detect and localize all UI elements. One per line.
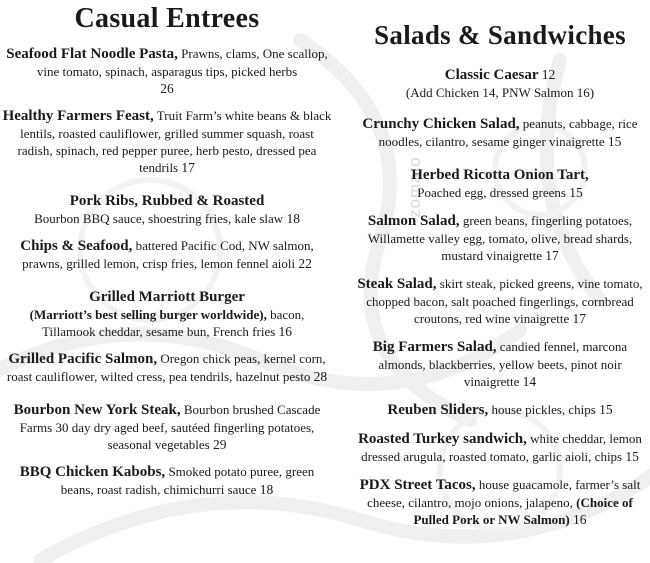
item-name: Grilled Marriott Burger bbox=[89, 289, 245, 305]
item-name: PDX Street Tacos, bbox=[359, 477, 476, 493]
menu-item bbox=[2, 401, 332, 453]
item-name: Steak Salad, bbox=[357, 276, 437, 292]
menu-item bbox=[352, 476, 648, 528]
item-description: (Add Chicken 14, PNW Salmon 16) bbox=[405, 85, 595, 100]
menu-item bbox=[2, 192, 332, 227]
item-price: 12 bbox=[541, 67, 556, 82]
item-description: battered Pacific Cod, NW salmon, prawns, grilled lemon, crisp fries, lemon fennel aioli bbox=[22, 238, 314, 271]
item-name: Crunchy Chicken Salad, bbox=[362, 116, 520, 132]
item-description: peanuts, cabbage, rice noodles, cilantro, sesame ginger vinaigrette bbox=[378, 116, 638, 149]
item-description: white cheddar, lemon dressed arugula, roasted tomato, garlic aioli, chips bbox=[361, 431, 642, 464]
item-description: green beans, fingerling potatoes, Willamette valley egg, tomato, olive, bread shards, mustard vinaigrette bbox=[367, 213, 633, 263]
item-price: 17 bbox=[181, 160, 195, 175]
menu-item bbox=[352, 338, 648, 390]
item-price: 15 bbox=[599, 402, 613, 417]
section-title: Casual Entrees bbox=[74, 3, 260, 34]
item-description: Bourbon BBQ sauce, shoestring fries, kale slaw bbox=[34, 211, 284, 226]
menu-item bbox=[352, 166, 648, 201]
item-name: Grilled Pacific Salmon, bbox=[8, 351, 158, 367]
menu-item bbox=[2, 350, 332, 385]
item-description: Poached egg, dressed greens bbox=[417, 185, 566, 200]
item-price: 26 bbox=[160, 81, 174, 96]
item-price: 15 bbox=[607, 134, 622, 149]
item-price: 17 bbox=[545, 248, 559, 263]
menu-item bbox=[352, 212, 648, 264]
item-description: house guacamole, farmer’s salt cheese, cilantro, mojo onions, jalapeno, bbox=[367, 477, 641, 510]
menu-item bbox=[352, 115, 648, 150]
menu-item bbox=[2, 237, 332, 272]
menu-item bbox=[2, 463, 332, 498]
menu-item bbox=[2, 45, 332, 97]
menu-item bbox=[2, 288, 332, 340]
menu-item bbox=[352, 66, 648, 101]
item-name: Herbed Ricotta Onion Tart, bbox=[411, 167, 589, 183]
menu-item bbox=[352, 275, 648, 327]
item-description: Oregon chick peas, kernel corn, roast cauliflower, wilted cress, pea tendrils, hazelnut pesto bbox=[6, 351, 326, 384]
item-note: (Marriott’s best selling burger worldwide), bbox=[29, 307, 267, 322]
item-price: 18 bbox=[286, 211, 300, 226]
menu-item bbox=[352, 430, 648, 465]
item-description: Smoked potato puree, green beans, roast radish, chimichurri sauce bbox=[60, 464, 315, 497]
casual-entrees-section bbox=[2, 0, 332, 498]
item-name: Salmon Salad, bbox=[367, 213, 460, 229]
item-name: BBQ Chicken Kabobs, bbox=[19, 464, 166, 480]
item-name: Classic Caesar bbox=[444, 67, 539, 83]
item-name: Chips & Seafood, bbox=[20, 238, 133, 254]
item-price: 16 bbox=[573, 512, 587, 527]
item-price: 16 bbox=[278, 324, 293, 339]
watermark: zomato bbox=[405, 156, 424, 218]
salads-sandwiches-section bbox=[352, 0, 648, 528]
item-name: Bourbon New York Steak, bbox=[13, 402, 181, 418]
menu-item bbox=[352, 401, 648, 419]
item-description: Prawns, clams, One scallop, vine tomato, spinach, asparagus tips, picked herbs bbox=[36, 46, 328, 79]
item-price: 22 bbox=[298, 256, 312, 271]
item-description: bacon, Tillamook cheddar, sesame bun, French fries bbox=[41, 307, 305, 339]
item-price: 29 bbox=[212, 437, 227, 452]
item-name: Pork Ribs, Rubbed & Roasted bbox=[69, 193, 265, 209]
item-price: 14 bbox=[522, 374, 537, 389]
item-price: 17 bbox=[572, 311, 586, 326]
item-note: (Choice of Pulled Pork or NW Salmon) bbox=[413, 495, 633, 527]
item-name: Roasted Turkey sandwich, bbox=[358, 431, 527, 447]
item-price: 18 bbox=[259, 482, 274, 497]
section-title: Salads & Sandwiches bbox=[374, 20, 626, 50]
menu-item bbox=[2, 107, 332, 176]
item-price: 15 bbox=[569, 185, 583, 200]
item-description: candied fennel, marcona almonds, blackberries, yellow beets, pinot noir vinaigrette bbox=[378, 339, 628, 389]
item-description: skirt steak, picked greens, vine tomato, chopped bacon, salt poached fingerlings, cornbread croutons, red wine vinaigrette bbox=[366, 276, 643, 326]
item-description: Truit Farm’s white beans & black lentils, roasted cauliflower, grilled summer squash, roast radish, spinach, red pepper puree, herb pesto, dressed pea tendrils bbox=[17, 108, 332, 175]
item-name: Healthy Farmers Feast, bbox=[2, 108, 154, 124]
item-name: Reuben Sliders, bbox=[387, 402, 489, 418]
item-description: Bourbon brushed Cascade Farms 30 day dry aged beef, sautéed fingerling potatoes, seasonal vegetables bbox=[19, 402, 321, 452]
item-name: Seafood Flat Noodle Pasta, bbox=[6, 46, 178, 62]
item-price: 15 bbox=[625, 449, 639, 464]
item-name: Big Farmers Salad, bbox=[372, 339, 497, 355]
item-description: house pickles, chips bbox=[488, 402, 596, 417]
item-price: 28 bbox=[313, 369, 328, 384]
